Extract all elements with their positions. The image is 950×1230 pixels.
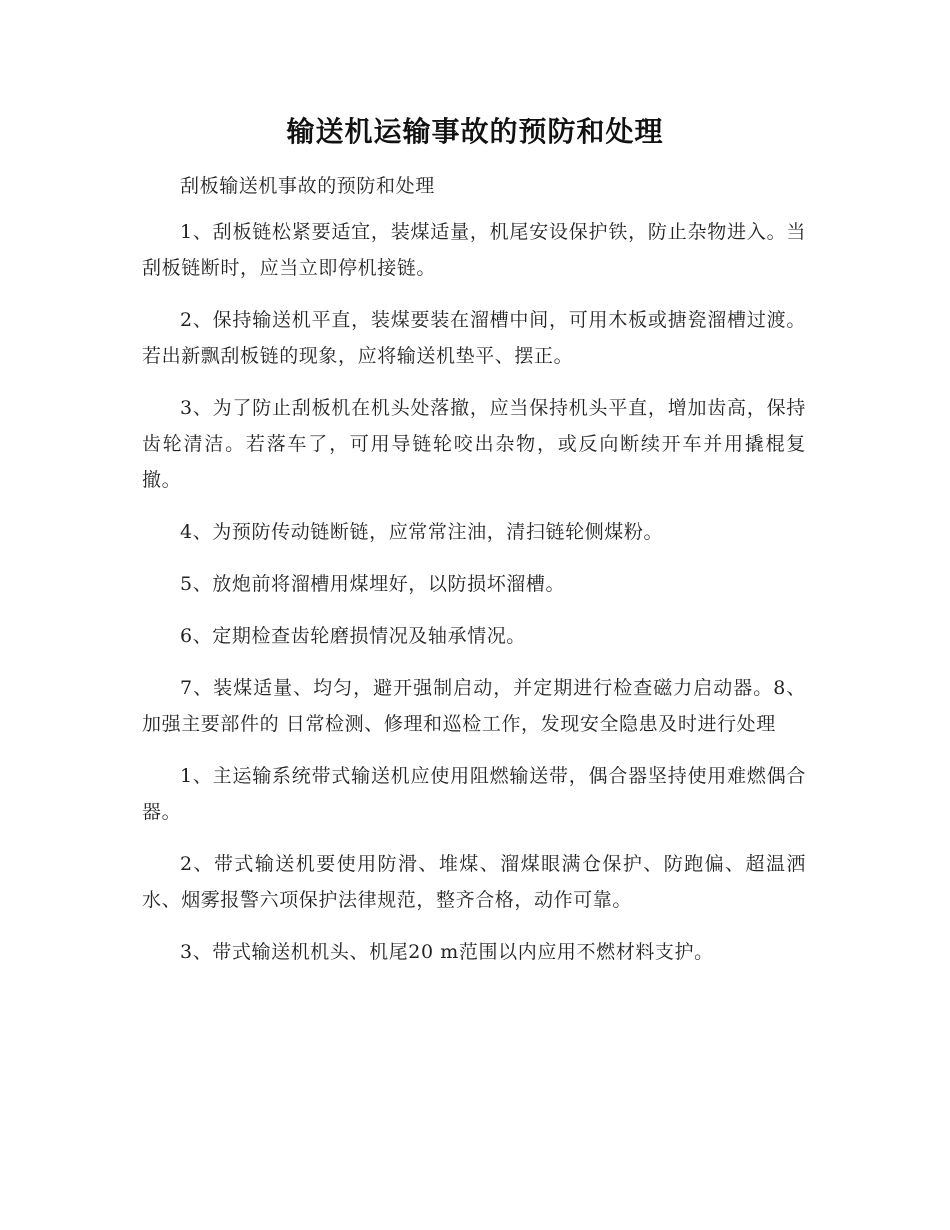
paragraph: 5、放炮前将溜槽用煤埋好，以防损坏溜槽。 bbox=[180, 573, 566, 595]
paragraph: 2、保持输送机平直，装煤要装在溜槽中间，可用木板或搪瓷溜槽过渡。若出新飘刮板链的现象，应将输送机垫平、摆正。 bbox=[142, 309, 806, 367]
document-body bbox=[142, 168, 806, 986]
paragraph: 3、带式输送机机头、机尾20 m范围以内应用不燃材料支护。 bbox=[180, 941, 714, 963]
paragraph: 2、带式输送机要使用防滑、堆煤、溜煤眼满仓保护、防跑偏、超温洒水、烟雾报警六项保护法律规范，整齐合格，动作可靠。 bbox=[142, 853, 806, 911]
paragraph: 1、刮板链松紧要适宜，装煤适量，机尾安设保护铁，防止杂物进入。当刮板链断时，应当立即停机接链。 bbox=[142, 221, 806, 279]
paragraph: 6、定期检查齿轮磨损情况及轴承情况。 bbox=[180, 625, 526, 647]
paragraph: 1、主运输系统带式输送机应使用阻燃输送带，偶合器坚持使用难燃偶合器。 bbox=[142, 765, 806, 823]
paragraph: 4、为预防传动链断链，应常常注油，清扫链轮侧煤粉。 bbox=[180, 521, 664, 543]
section-subtitle: 刮板输送机事故的预防和处理 bbox=[180, 175, 435, 197]
document-title: 输送机运输事故的预防和处理 bbox=[286, 115, 664, 148]
paragraph: 3、为了防止刮板机在机头处落撤，应当保持机头平直，增加齿高，保持齿轮清洁。若落车了，可用导链轮咬出杂物，或反向断续开车并用撬棍复撤。 bbox=[142, 397, 806, 491]
paragraph: 7、装煤适量、均匀，避开强制启动，并定期进行检查磁力启动器。8、加强主要部件的 日常检测、修理和巡检工作，发现安全隐患及时进行处理 bbox=[142, 677, 806, 735]
